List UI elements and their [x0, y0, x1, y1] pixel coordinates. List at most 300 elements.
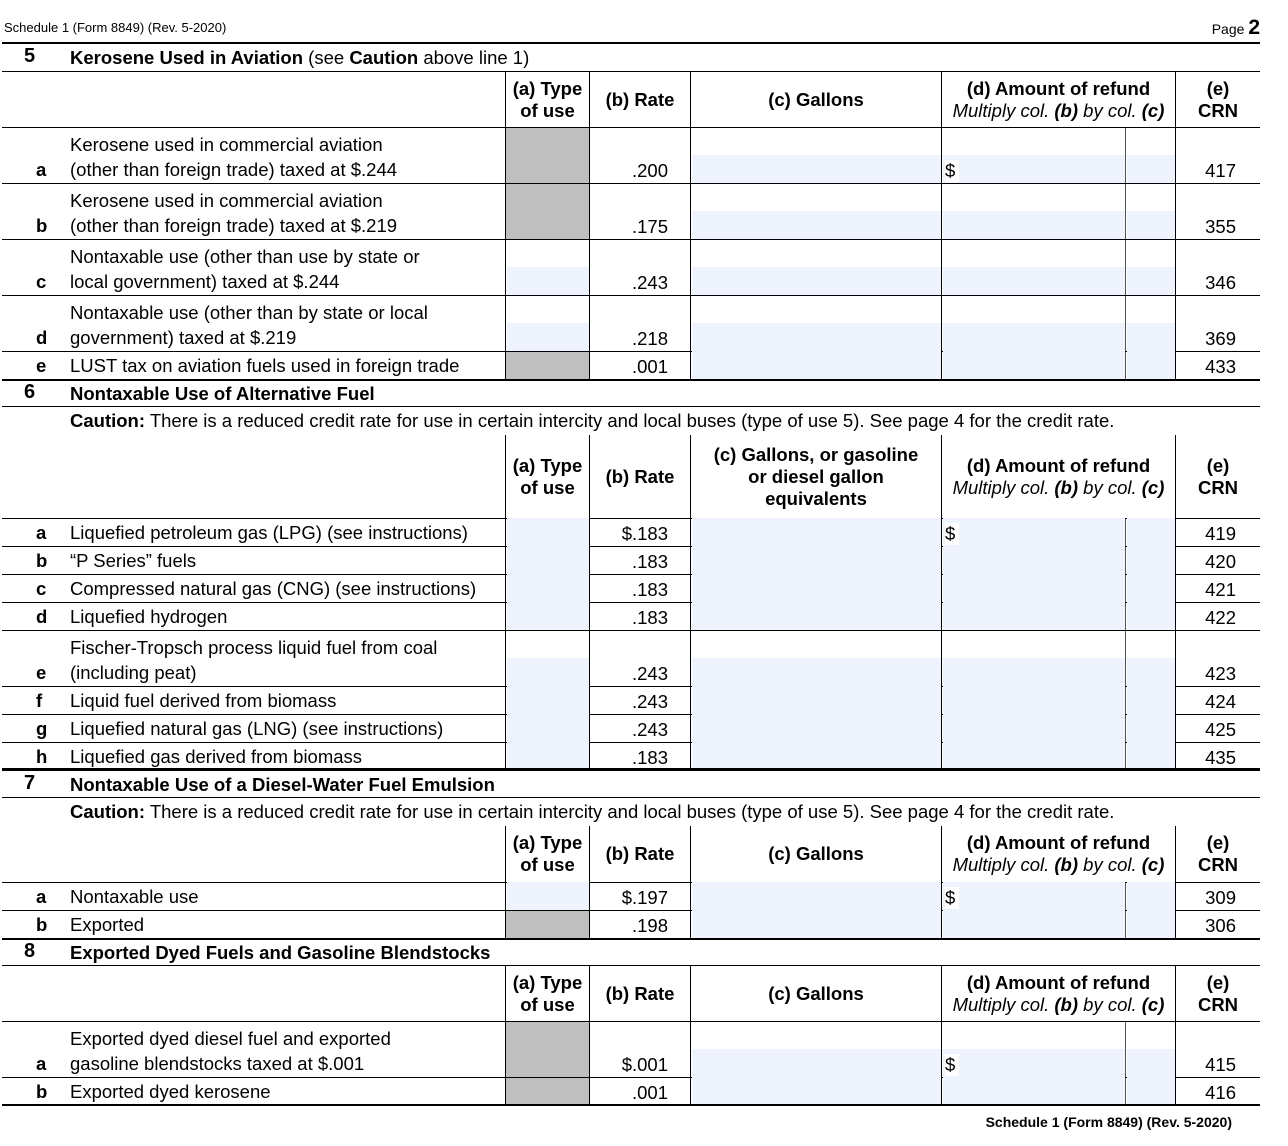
refund-cents-input[interactable] [1125, 547, 1175, 574]
gallons-input[interactable] [690, 1078, 941, 1105]
crn-cell [1175, 743, 1260, 770]
header-text: CRN [1197, 993, 1239, 1015]
rate-value: $.183 [621, 523, 668, 544]
input-fill [1127, 155, 1175, 183]
input-fill [943, 1077, 1125, 1105]
crn-value: 420 [1205, 551, 1236, 572]
refund-amount-input[interactable] [941, 715, 1125, 742]
type-of-use-input[interactable] [505, 575, 589, 602]
section-8-title [2, 939, 1260, 965]
header-text: Multiply col. [952, 99, 1050, 121]
table-row [2, 715, 1260, 743]
column-a-header [505, 72, 589, 127]
line-description [70, 353, 506, 378]
section-6-title [2, 380, 1260, 406]
column-b-header [589, 826, 690, 882]
header-subtext [953, 854, 1165, 876]
header-text: (a) Type [512, 454, 583, 476]
input-fill [943, 882, 1125, 910]
header-text: by col. [1083, 99, 1137, 121]
description-line: Fischer-Tropsch process liquid fuel from coal [70, 637, 438, 658]
header-text: of use [520, 99, 575, 121]
line-description [70, 188, 506, 238]
input-fill [943, 742, 1125, 770]
table-row [2, 184, 1260, 240]
refund-cents-input[interactable] [1125, 240, 1175, 295]
header-text: (b) Rate [605, 88, 675, 110]
line-letter: d [36, 327, 48, 348]
crn-value: 421 [1205, 579, 1236, 600]
header-text: Multiply col. [952, 993, 1050, 1015]
crn-value: 416 [1205, 1082, 1236, 1103]
crn-value: 355 [1205, 216, 1236, 237]
input-fill [507, 882, 589, 910]
refund-amount-input[interactable] [941, 352, 1125, 379]
table-row [2, 519, 1260, 547]
line-letter: f [36, 690, 43, 711]
line-letter: d [36, 606, 48, 627]
column-a-header [505, 435, 589, 518]
page-number: 2 [1248, 16, 1260, 39]
header-text: (b) [1054, 854, 1079, 875]
description-line: (other than foreign trade) taxed at $.244 [70, 159, 398, 180]
table-row [2, 296, 1260, 352]
gallons-input[interactable] [690, 911, 941, 938]
rate-cell [589, 1022, 690, 1077]
input-fill [1127, 267, 1175, 295]
header-text: (c) [1141, 476, 1165, 498]
line-description [70, 576, 506, 601]
gallons-input[interactable] [690, 128, 941, 183]
header-text: (c) Gallons [768, 88, 864, 110]
header-text: or diesel gallon [748, 465, 884, 487]
line-letter: b [36, 215, 48, 236]
input-fill [692, 323, 941, 351]
input-fill [1127, 742, 1175, 770]
input-fill [943, 686, 1125, 714]
line-letter: a [36, 1053, 47, 1074]
line-letter: c [36, 578, 47, 599]
header-text: (c) [1141, 99, 1165, 121]
rate-value: .243 [631, 663, 668, 684]
crn-value: 425 [1205, 719, 1236, 740]
header-text: (e) [1206, 454, 1230, 476]
input-fill [692, 742, 941, 770]
crn-cell [1175, 547, 1260, 574]
header-text: CRN [1197, 476, 1239, 498]
crn-value: 423 [1205, 663, 1236, 684]
line-description [70, 912, 506, 937]
input-fill [943, 574, 1125, 602]
header-subtext [953, 100, 1165, 122]
description-line: Liquefied gas derived from biomass [70, 746, 363, 767]
type-of-use-input[interactable] [505, 715, 589, 742]
rate-cell [589, 184, 690, 239]
header-text: (b) Rate [605, 982, 675, 1004]
refund-amount-input[interactable] [941, 128, 1125, 183]
divider [2, 406, 1260, 407]
refund-cents-input[interactable] [1125, 128, 1175, 183]
description-line: gasoline blendstocks taxed at $.001 [70, 1053, 365, 1074]
gallons-input[interactable] [690, 352, 941, 379]
line-letter: a [36, 159, 47, 180]
input-fill [943, 658, 1125, 686]
line-description [70, 688, 506, 713]
gallons-input[interactable] [690, 184, 941, 239]
column-a-header [505, 966, 589, 1021]
heading-bold: Kerosene Used in Aviation [70, 47, 304, 68]
description-line: Compressed natural gas (CNG) (see instructions) [70, 578, 477, 599]
section-number: 8 [24, 940, 36, 962]
type-of-use-input [505, 352, 589, 379]
crn-value: 417 [1205, 160, 1236, 181]
gallons-input[interactable] [690, 743, 941, 770]
rate-value: .198 [631, 915, 668, 936]
type-of-use-input[interactable] [505, 631, 589, 686]
description-line: (other than foreign trade) taxed at $.219 [70, 215, 398, 236]
input-fill [1127, 686, 1175, 714]
input-fill [507, 658, 589, 686]
input-fill [1127, 910, 1175, 938]
input-fill [692, 211, 941, 239]
type-of-use-input[interactable] [505, 603, 589, 630]
crn-cell [1175, 352, 1260, 379]
refund-amount-input[interactable] [941, 603, 1125, 630]
crn-value: 435 [1205, 747, 1236, 768]
line-description [70, 716, 506, 741]
gallons-input[interactable] [690, 631, 941, 686]
column-e-header [1175, 72, 1260, 127]
rate-cell [589, 575, 690, 602]
gallons-input[interactable] [690, 240, 941, 295]
input-fill [692, 658, 941, 686]
gallons-input[interactable] [690, 883, 941, 910]
crn-cell [1175, 883, 1260, 910]
refund-cents-input[interactable] [1125, 715, 1175, 742]
refund-amount-input[interactable] [941, 743, 1125, 770]
caution-label: Caution: [70, 801, 146, 822]
header-text: of use [520, 476, 575, 498]
input-fill [943, 518, 1125, 546]
refund-amount-input[interactable] [941, 631, 1125, 686]
divider [2, 768, 1260, 770]
description-line: “P Series” fuels [70, 550, 197, 571]
input-fill [943, 714, 1125, 742]
column-e-header [1175, 826, 1260, 882]
input-fill [692, 155, 941, 183]
crn-value: 306 [1205, 915, 1236, 936]
type-of-use-input [505, 184, 589, 239]
header-text: (b) Rate [605, 843, 675, 864]
rate-value: .183 [631, 579, 668, 600]
column-b-header [589, 72, 690, 127]
line-letter: g [36, 718, 48, 739]
page-indicator [1212, 16, 1260, 40]
line-letter: b [36, 1081, 48, 1102]
type-of-use-input [505, 128, 589, 183]
gallons-input[interactable] [690, 715, 941, 742]
input-fill [1127, 602, 1175, 630]
column-e-header [1175, 966, 1260, 1021]
description-line: government) taxed at $.219 [70, 327, 297, 348]
line-description [70, 604, 506, 629]
refund-cents-input[interactable] [1125, 603, 1175, 630]
description-line: Nontaxable use [70, 886, 199, 907]
divider [2, 1104, 1260, 1106]
dollar-sign: $ [945, 160, 959, 182]
type-of-use-input [505, 1022, 589, 1077]
line-description [70, 520, 506, 545]
line-letter: b [36, 914, 48, 935]
column-b-header [589, 435, 690, 518]
input-fill [1127, 658, 1175, 686]
table-row [2, 128, 1260, 184]
input-fill [507, 574, 589, 602]
refund-cents-input[interactable] [1125, 883, 1175, 910]
section-heading [70, 942, 490, 964]
refund-amount-input[interactable] [941, 883, 1125, 910]
gallons-input[interactable] [690, 575, 941, 602]
input-fill [692, 602, 941, 630]
input-fill [943, 211, 1125, 239]
divider [2, 938, 1260, 940]
header-text: CRN [1197, 99, 1239, 121]
rate-cell [589, 296, 690, 351]
gallons-input[interactable] [690, 1022, 941, 1077]
description-line: Kerosene used in commercial aviation [70, 190, 383, 211]
rate-cell [589, 240, 690, 295]
description-line: Nontaxable use (other than use by state or [70, 246, 420, 267]
rate-cell [589, 715, 690, 742]
input-fill [943, 323, 1125, 351]
line-description [70, 548, 506, 573]
column-header-row [2, 966, 1260, 1022]
rate-value: $.001 [621, 1054, 668, 1075]
heading-bold: Nontaxable Use of Alternative Fuel [70, 383, 375, 404]
header-text: (b) [1054, 99, 1079, 121]
input-fill [507, 602, 589, 630]
header-text: (b) [1054, 476, 1079, 498]
input-fill [507, 546, 589, 574]
line-description [70, 635, 506, 685]
line-letter: h [36, 746, 48, 767]
refund-amount-input[interactable] [941, 296, 1125, 351]
type-of-use-input[interactable] [505, 687, 589, 714]
rate-cell [589, 687, 690, 714]
refund-amount-input[interactable] [941, 911, 1125, 938]
input-fill [692, 882, 941, 910]
table-row [2, 1078, 1260, 1106]
line-letter: b [36, 550, 48, 571]
heading-bold: Exported Dyed Fuels and Gasoline Blendstocks [70, 942, 491, 963]
input-fill [507, 267, 589, 295]
rate-value: .183 [631, 607, 668, 628]
caution-label: Caution: [70, 410, 146, 431]
input-fill [507, 742, 589, 770]
refund-amount-input[interactable] [941, 1078, 1125, 1105]
refund-cents-input[interactable] [1125, 184, 1175, 239]
rate-value: .001 [631, 1082, 668, 1103]
table-row [2, 687, 1260, 715]
dollar-sign: $ [945, 887, 959, 909]
heading-text: above line 1) [423, 47, 530, 68]
header-text: (a) Type [512, 77, 583, 99]
input-fill [943, 1049, 1125, 1077]
header-text: by col. [1083, 854, 1137, 875]
input-fill [1127, 323, 1175, 351]
column-e-header [1175, 435, 1260, 518]
crn-cell [1175, 240, 1260, 295]
crn-value: 309 [1205, 887, 1236, 908]
refund-amount-input[interactable] [941, 184, 1125, 239]
input-fill [943, 351, 1125, 379]
header-text: (a) Type [512, 971, 583, 993]
input-fill [692, 574, 941, 602]
divider [2, 797, 1260, 798]
type-of-use-input[interactable] [505, 240, 589, 295]
refund-amount-input[interactable] [941, 519, 1125, 546]
crn-value: 419 [1205, 523, 1236, 544]
refund-cents-input[interactable] [1125, 911, 1175, 938]
line-description [70, 1079, 506, 1104]
line-letter: a [36, 886, 47, 907]
section-heading [70, 47, 529, 69]
refund-cents-input[interactable] [1125, 743, 1175, 770]
rate-value: .243 [631, 691, 668, 712]
rate-cell [589, 547, 690, 574]
rate-cell [589, 603, 690, 630]
crn-cell [1175, 603, 1260, 630]
description-line: Liquefied hydrogen [70, 606, 228, 627]
refund-cents-input[interactable] [1125, 1078, 1175, 1105]
input-fill [943, 546, 1125, 574]
gallons-input[interactable] [690, 296, 941, 351]
crn-value: 415 [1205, 1054, 1236, 1075]
type-of-use-input[interactable] [505, 883, 589, 910]
heading-text: (see [308, 47, 345, 68]
type-of-use-input[interactable] [505, 547, 589, 574]
table-row [2, 631, 1260, 687]
rate-value: .001 [631, 356, 668, 377]
crn-cell [1175, 1022, 1260, 1077]
column-d-header [941, 72, 1175, 127]
header-text: Multiply col. [952, 476, 1050, 498]
header-text: (e) [1206, 77, 1230, 99]
heading-bold: Caution [349, 47, 419, 68]
input-fill [692, 267, 941, 295]
crn-value: 346 [1205, 272, 1236, 293]
refund-cents-input[interactable] [1125, 296, 1175, 351]
column-header-row [2, 826, 1260, 883]
gallons-input[interactable] [690, 687, 941, 714]
column-c-header [690, 966, 941, 1021]
header-text: (a) Type [512, 832, 583, 853]
column-c-header [690, 826, 941, 882]
input-fill [692, 910, 941, 938]
page-footer: Schedule 1 (Form 8849) (Rev. 5-2020) [985, 1114, 1232, 1130]
section-heading [70, 774, 495, 796]
header-text: (d) Amount of refund [966, 832, 1151, 853]
refund-cents-input[interactable] [1125, 631, 1175, 686]
type-of-use-input[interactable] [505, 743, 589, 770]
refund-amount-input[interactable] [941, 240, 1125, 295]
refund-cents-input[interactable] [1125, 1022, 1175, 1077]
column-header-row [2, 435, 1260, 519]
section-heading [70, 383, 375, 405]
header-text: (b) [1054, 993, 1079, 1015]
input-fill [1127, 546, 1175, 574]
rate-cell [589, 743, 690, 770]
crn-value: 424 [1205, 691, 1236, 712]
header-text: (d) Amount of refund [966, 971, 1151, 993]
input-fill [943, 267, 1125, 295]
header-text: (b) Rate [605, 465, 675, 487]
column-b-header [589, 966, 690, 1021]
gallons-input[interactable] [690, 547, 941, 574]
dollar-sign: $ [945, 523, 959, 545]
rate-value: .175 [631, 216, 668, 237]
rate-value: .183 [631, 551, 668, 572]
line-description [70, 132, 506, 182]
crn-value: 369 [1205, 328, 1236, 349]
refund-cents-input[interactable] [1125, 352, 1175, 379]
refund-cents-input[interactable] [1125, 519, 1175, 546]
line-letter: e [36, 662, 47, 683]
input-fill [943, 155, 1125, 183]
input-fill [1127, 714, 1175, 742]
description-line: Liquid fuel derived from biomass [70, 690, 337, 711]
section-number: 6 [24, 381, 36, 403]
rate-value: $.197 [621, 887, 668, 908]
rate-cell [589, 1078, 690, 1105]
line-description [70, 744, 506, 769]
rate-cell [589, 352, 690, 379]
header-text: (c) Gallons [768, 982, 864, 1004]
header-subtext [953, 477, 1165, 499]
refund-cents-input[interactable] [1125, 575, 1175, 602]
header-text: (c) Gallons, or gasoline [713, 443, 919, 465]
rate-cell [589, 519, 690, 546]
rate-value: .200 [631, 160, 668, 181]
refund-amount-input[interactable] [941, 1022, 1125, 1077]
rate-value: .243 [631, 719, 668, 740]
input-fill [692, 1077, 941, 1105]
type-of-use-input[interactable] [505, 519, 589, 546]
rate-cell [589, 631, 690, 686]
page-header [2, 18, 1260, 40]
section-7-title [2, 771, 1260, 797]
line-description [70, 300, 506, 350]
refund-amount-input[interactable] [941, 687, 1125, 714]
input-fill [943, 910, 1125, 938]
line-description [70, 244, 506, 294]
rate-cell [589, 911, 690, 938]
description-line: (including peat) [70, 662, 197, 683]
section-number: 7 [24, 772, 36, 794]
refund-cents-input[interactable] [1125, 687, 1175, 714]
gallons-input[interactable] [690, 519, 941, 546]
section-5-title [2, 44, 1260, 70]
rate-cell [589, 883, 690, 910]
gallons-input[interactable] [690, 603, 941, 630]
type-of-use-input[interactable] [505, 296, 589, 351]
input-fill [1127, 211, 1175, 239]
rate-cell [589, 128, 690, 183]
section-6-caution [70, 410, 1260, 436]
refund-amount-input[interactable] [941, 575, 1125, 602]
refund-amount-input[interactable] [941, 547, 1125, 574]
description-line: Liquefied petroleum gas (LPG) (see instructions) [70, 522, 468, 543]
